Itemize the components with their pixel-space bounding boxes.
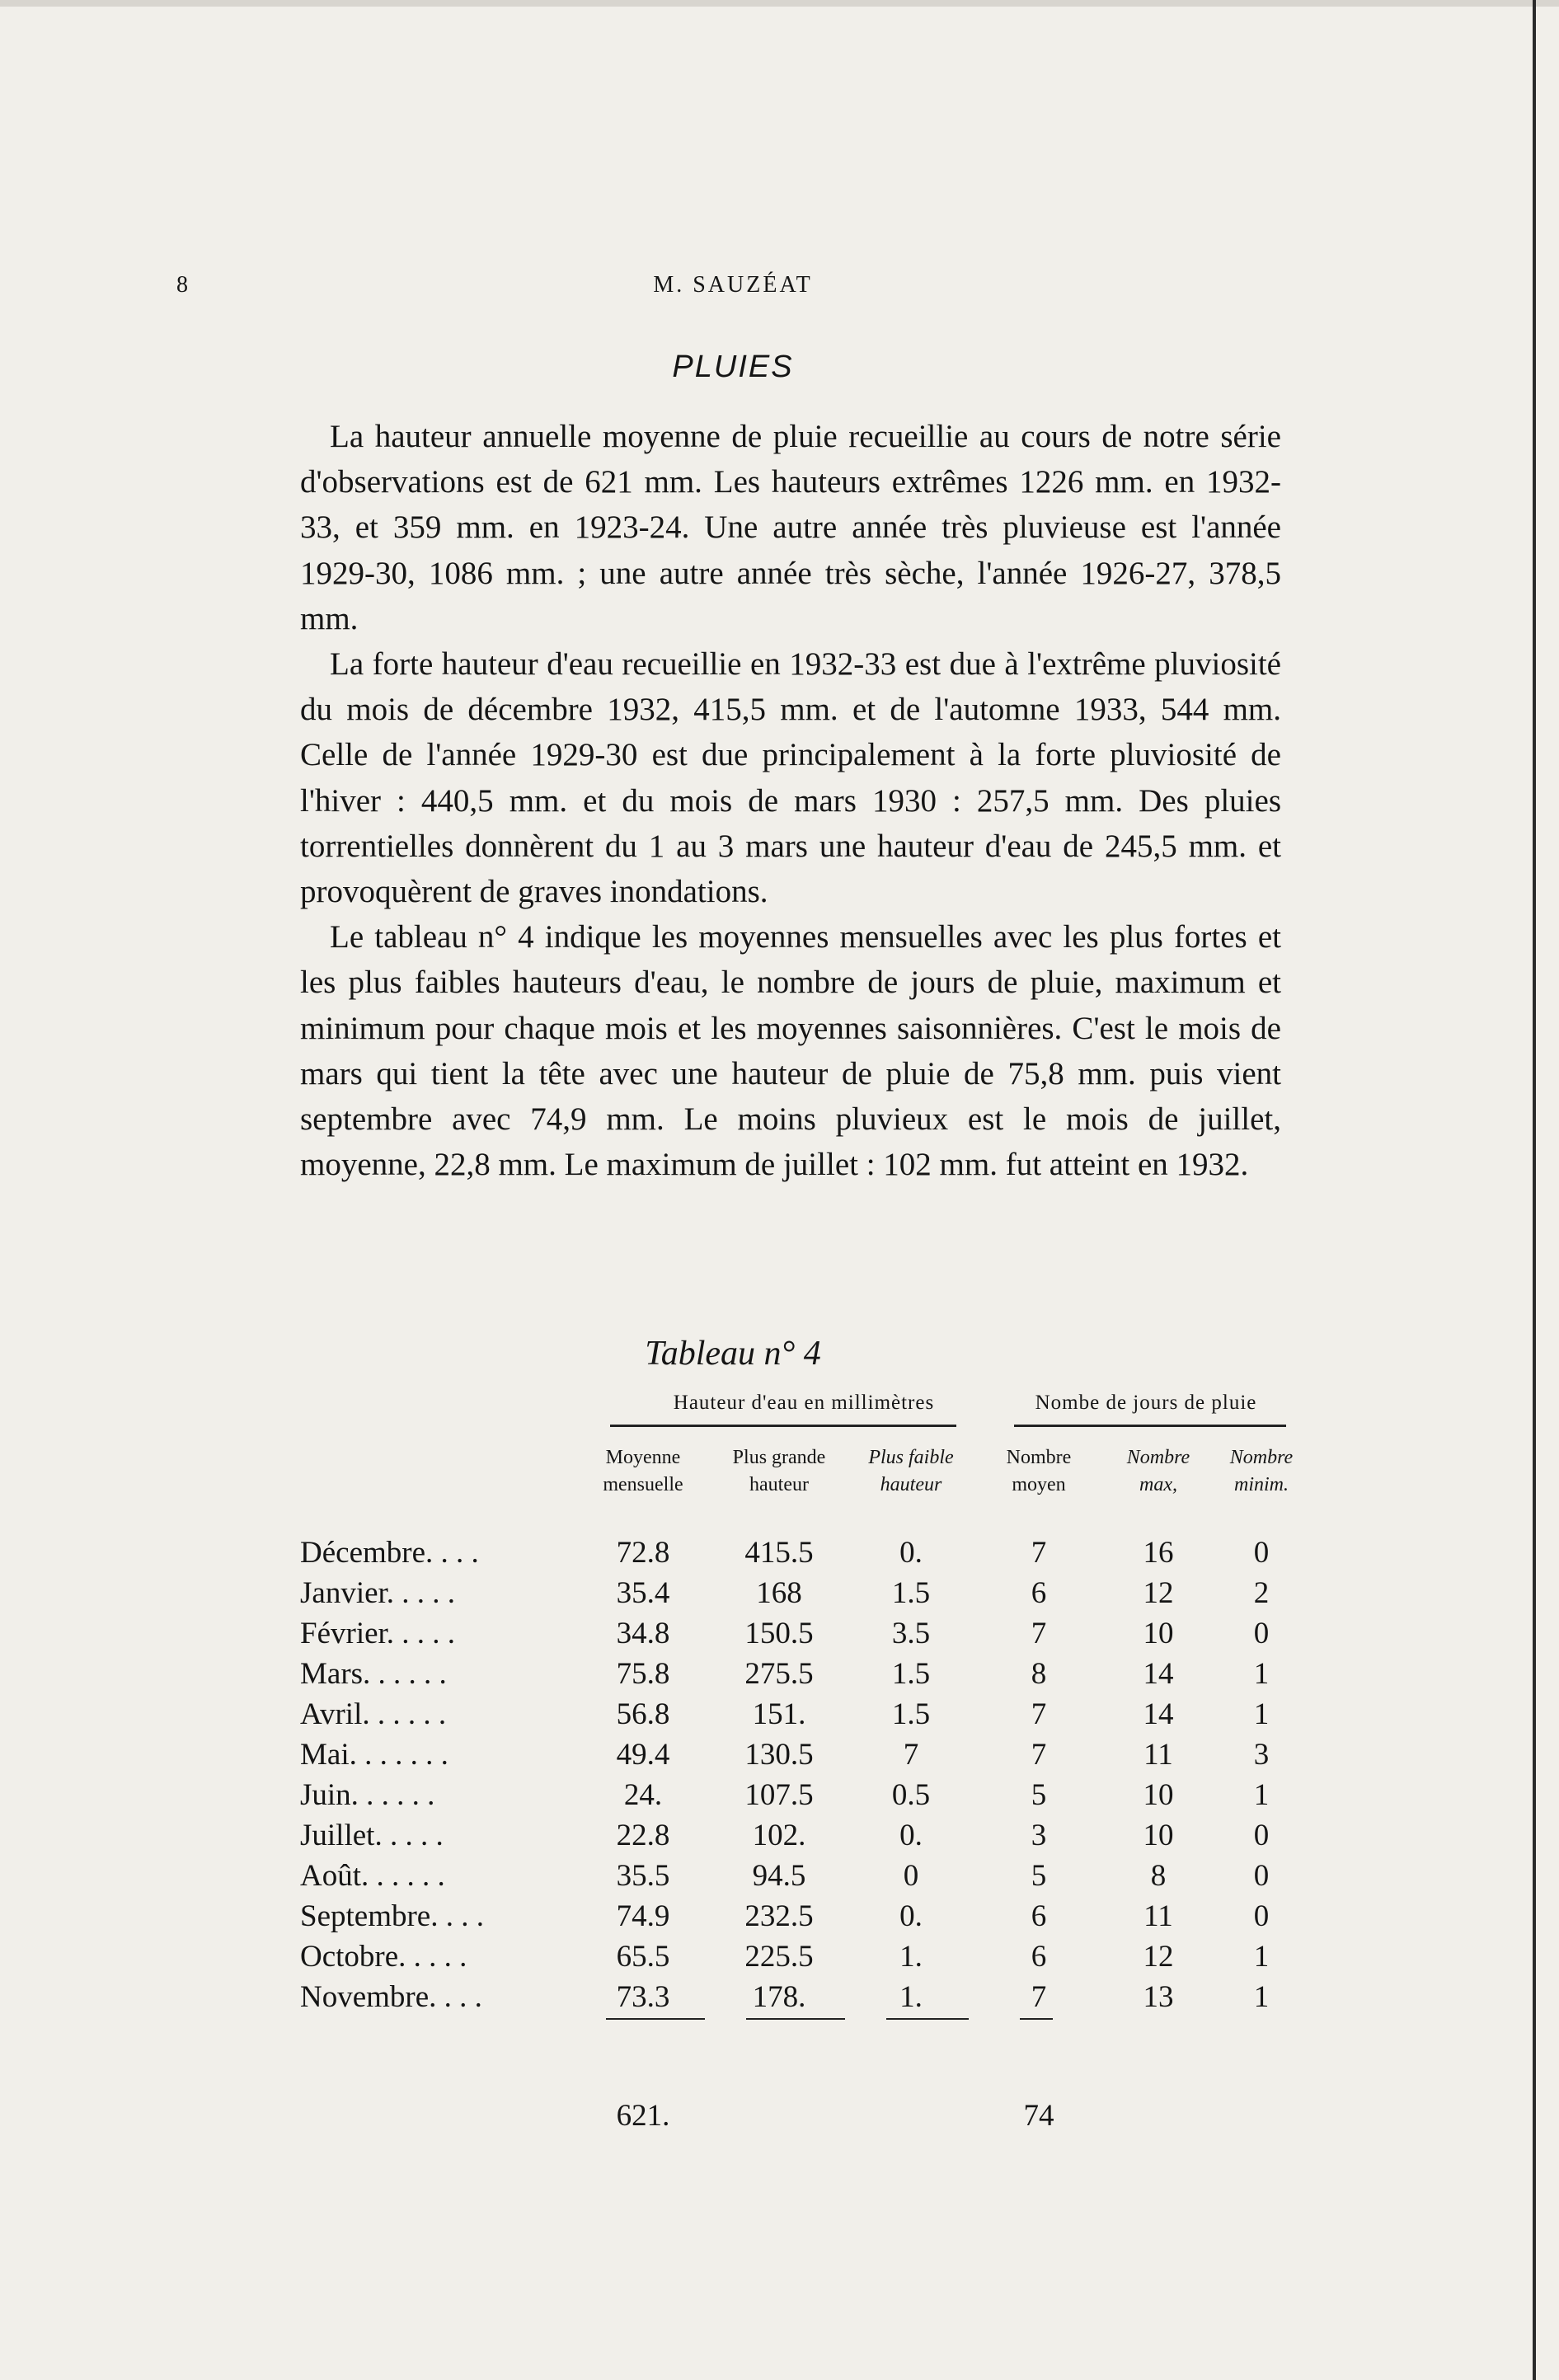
row-cell: 225.5 (744, 1940, 814, 1974)
sum-rule-2 (746, 2018, 845, 2020)
table-row (0, 1777, 1559, 1819)
table-title: Tableau n° 4 (645, 1335, 821, 1373)
scan-right-edge (1533, 0, 1536, 2380)
row-cell: 0. (899, 1536, 923, 1570)
row-cell: 8 (1031, 1657, 1047, 1691)
group-head-height: Hauteur d'eau en millimètres (673, 1392, 935, 1414)
group-head-days: Nombe de jours de pluie (1035, 1392, 1257, 1414)
row-cell: 0 (1253, 1859, 1270, 1893)
row-cell: 168 (756, 1576, 802, 1610)
row-month: Septembre. . . . (300, 1899, 484, 1933)
table-row (0, 1575, 1559, 1617)
row-cell: 65.5 (616, 1940, 670, 1974)
table-row (0, 1899, 1559, 1940)
scan-top-edge (0, 0, 1559, 7)
row-cell: 5 (1031, 1859, 1047, 1893)
row-month: Mai. . . . . . . (300, 1738, 448, 1772)
paragraph-1: La hauteur annuelle moyenne de pluie recueillie au cours de notre série d'observations est de 621 mm. Les hauteurs extrêmes 1226 mm. en 1932-33, et 359 mm. en 1923-24. Une autre année très pluvieuse est l'année 1929-30, 1086 mm. ; une autre année très sèche, l'année 1926-27, 378,5 mm. (300, 419, 1281, 636)
row-cell: 7 (903, 1738, 919, 1772)
row-cell: 1.5 (891, 1657, 931, 1691)
col-head-plus-grande: Plus grande hauteur (732, 1447, 826, 1495)
row-month: Novembre. . . . (300, 1980, 482, 2014)
row-month: Mars. . . . . . (300, 1657, 447, 1691)
row-cell: 7 (1031, 1738, 1047, 1772)
row-month: Octobre. . . . . (300, 1940, 467, 1974)
row-month: Août. . . . . . (300, 1859, 445, 1893)
row-cell: 1. (899, 1980, 923, 2014)
group-rule-height (610, 1425, 956, 1427)
sum-rule-1 (606, 2018, 705, 2020)
table-row (0, 1656, 1559, 1697)
table-row (0, 1979, 1559, 2021)
row-month: Février. . . . . (300, 1617, 456, 1650)
row-cell: 0 (1253, 1536, 1270, 1570)
page-number: 8 (176, 272, 190, 298)
col-head-plus-faible: Plus faible hauteur (868, 1447, 954, 1495)
row-cell: 107.5 (744, 1778, 814, 1812)
row-cell: 35.5 (616, 1859, 670, 1893)
row-month: Juin. . . . . . (300, 1778, 435, 1812)
row-cell: 12 (1143, 1576, 1174, 1610)
row-cell: 5 (1031, 1778, 1047, 1812)
col-head-nombre-max: Nombre max, (1126, 1447, 1190, 1495)
row-cell: 275.5 (744, 1657, 814, 1691)
row-cell: 10 (1143, 1617, 1174, 1650)
row-cell: 2 (1253, 1576, 1270, 1610)
col-head-nombre-min: Nombre minim. (1229, 1447, 1294, 1495)
running-author: M. SAUZÉAT (653, 272, 813, 298)
row-cell: 14 (1143, 1697, 1174, 1731)
sum-rule-3 (886, 2018, 969, 2020)
paragraph-2: La forte hauteur d'eau recueillie en 1932-33 est due à l'extrême pluviosité du mois de décembre 1932, 415,5 mm. et de l'automne 1933, 544 mm. Celle de l'année 1929-30 est due principalement à la forte pluviosité de l'hiver : 440,5 mm. et du mois de mars 1930 : 257,5 mm. Des pluies torrentielles donnèrent du 1 au 3 mars une hauteur d'eau de 245,5 mm. et provoquèrent de graves inondations. (300, 646, 1281, 910)
row-cell: 56.8 (616, 1697, 670, 1731)
row-cell: 72.8 (616, 1536, 670, 1570)
row-cell: 3.5 (891, 1617, 931, 1650)
row-cell: 34.8 (616, 1617, 670, 1650)
row-cell: 150.5 (744, 1617, 814, 1650)
row-cell: 0 (1253, 1899, 1270, 1933)
row-cell: 1.5 (891, 1697, 931, 1731)
row-cell: 1.5 (891, 1576, 931, 1610)
group-rule-days (1014, 1425, 1286, 1427)
row-cell: 10 (1143, 1778, 1174, 1812)
body-text (300, 414, 1281, 1187)
row-cell: 6 (1031, 1576, 1047, 1610)
row-month: Juillet. . . . . (300, 1819, 444, 1852)
row-cell: 8 (1150, 1859, 1167, 1893)
row-cell: 0. (899, 1819, 923, 1852)
row-cell: 0 (1253, 1617, 1270, 1650)
table-row (0, 1737, 1559, 1778)
total-mm: 621. (616, 2099, 670, 2133)
row-cell: 7 (1031, 1697, 1047, 1731)
row-cell: 49.4 (616, 1738, 670, 1772)
row-cell: 3 (1031, 1819, 1047, 1852)
row-cell: 12 (1143, 1940, 1174, 1974)
table-row (0, 1939, 1559, 1980)
row-cell: 10 (1143, 1819, 1174, 1852)
row-cell: 0 (903, 1859, 919, 1893)
row-cell: 1. (899, 1940, 923, 1974)
row-cell: 415.5 (744, 1536, 814, 1570)
table-row (0, 1858, 1559, 1899)
row-cell: 74.9 (616, 1899, 670, 1933)
row-cell: 7 (1031, 1980, 1047, 2014)
paragraph-3: Le tableau n° 4 indique les moyennes mensuelles avec les plus fortes et les plus faibles hauteurs d'eau, le nombre de jours de pluie, maximum et minimum pour chaque mois et les moyennes saisonnières. C'est le mois de mars qui tient la tête avec une hauteur de pluie de 75,8 mm. puis vient septembre avec 74,9 mm. Le moins pluvieux est le mois de juillet, moyenne, 22,8 mm. Le maximum de juillet : 102 mm. fut atteint en 1932. (300, 919, 1281, 1183)
row-cell: 14 (1143, 1657, 1174, 1691)
row-cell: 0. (899, 1899, 923, 1933)
row-cell: 11 (1143, 1899, 1173, 1933)
row-cell: 232.5 (744, 1899, 814, 1933)
row-cell: 7 (1031, 1536, 1047, 1570)
row-cell: 1 (1253, 1940, 1270, 1974)
row-cell: 11 (1143, 1738, 1173, 1772)
row-cell: 24. (623, 1778, 663, 1812)
table-row (0, 1616, 1559, 1657)
row-cell: 6 (1031, 1899, 1047, 1933)
row-month: Décembre. . . . (300, 1536, 479, 1570)
row-cell: 75.8 (616, 1657, 670, 1691)
row-cell: 3 (1253, 1738, 1270, 1772)
row-cell: 7 (1031, 1617, 1047, 1650)
col-head-moyenne: Moyenne mensuelle (603, 1447, 683, 1495)
col-head-nombre-moyen: Nombre moyen (1006, 1447, 1072, 1495)
table-row (0, 1818, 1559, 1859)
row-cell: 130.5 (744, 1738, 814, 1772)
running-header (176, 272, 1289, 305)
row-month: Avril. . . . . . (300, 1697, 447, 1731)
row-cell: 73.3 (616, 1980, 670, 2014)
table-row (0, 1697, 1559, 1738)
total-days: 74 (1023, 2099, 1054, 2133)
row-cell: 22.8 (616, 1819, 670, 1852)
row-cell: 6 (1031, 1940, 1047, 1974)
table-row (0, 1535, 1559, 1576)
row-cell: 94.5 (752, 1859, 806, 1893)
section-title: PLUIES (672, 350, 794, 384)
row-cell: 35.4 (616, 1576, 670, 1610)
row-cell: 178. (752, 1980, 806, 2014)
row-cell: 0.5 (891, 1778, 931, 1812)
row-cell: 16 (1143, 1536, 1174, 1570)
row-month: Janvier. . . . . (300, 1576, 456, 1610)
row-cell: 151. (752, 1697, 806, 1731)
row-cell: 13 (1143, 1980, 1174, 2014)
row-cell: 1 (1253, 1778, 1270, 1812)
row-cell: 1 (1253, 1697, 1270, 1731)
row-cell: 1 (1253, 1980, 1270, 2014)
row-cell: 0 (1253, 1819, 1270, 1852)
row-cell: 1 (1253, 1657, 1270, 1691)
row-cell: 102. (752, 1819, 806, 1852)
sum-rule-4 (1020, 2018, 1053, 2020)
